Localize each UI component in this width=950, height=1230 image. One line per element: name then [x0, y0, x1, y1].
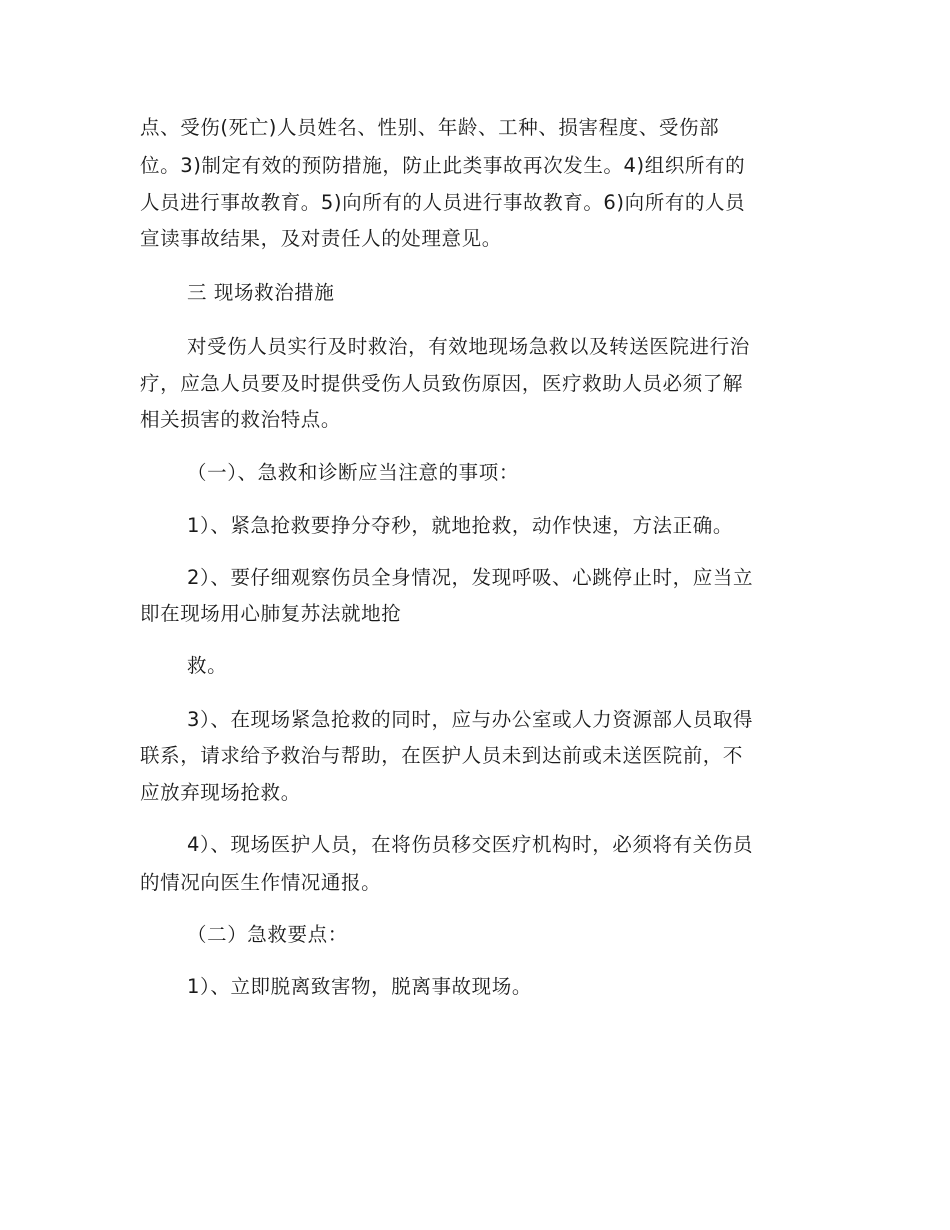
text-line: 点、受伤(死亡)人员姓名、性别、年龄、工种、损害程度、受伤部 — [140, 116, 720, 139]
text-line: 对受伤人员实行及时救治，有效地现场急救以及转送医院进行治 — [187, 335, 750, 358]
text-line: 救。 — [187, 654, 228, 677]
text-line: 的情况向医生作情况通报。 — [140, 871, 382, 894]
subsection-heading: （一）、急救和诊断应当注意的事项： — [187, 461, 519, 484]
text-line: 人员进行事故教育。5)向所有的人员进行事故教育。6)向所有的人员 — [140, 191, 746, 214]
list-item: 1）、立即脱离致害物，脱离事故现场。 — [187, 975, 532, 998]
list-item: 4）、现场医护人员，在将伤员移交医疗机构时，必须将有关伤员 — [187, 833, 754, 856]
text-line: 疗，应急人员要及时提供受伤人员致伤原因，医疗救助人员必须了解 — [140, 372, 744, 395]
text-line: 应放弃现场抢救。 — [140, 781, 301, 804]
section-heading: 三 现场救治措施 — [187, 281, 335, 304]
list-item: 3）、在现场紧急抢救的同时，应与办公室或人力资源部人员取得 — [187, 708, 754, 731]
list-item: 1）、紧急抢救要挣分夺秒，就地抢救，动作快速，方法正确。 — [187, 514, 733, 537]
text-line: 宣读事故结果，及对责任人的处理意见。 — [140, 227, 502, 250]
text-line: 即在现场用心肺复苏法就地抢 — [140, 602, 402, 625]
text-line: 相关损害的救治特点。 — [140, 408, 342, 431]
list-item: 2）、要仔细观察伤员全身情况，发现呼吸、心跳停止时，应当立 — [187, 566, 754, 589]
text-line: 位。3)制定有效的预防措施，防止此类事故再次发生。4)组织所有的 — [140, 154, 746, 177]
text-line: 联系，请求给予救治与帮助，在医护人员未到达前或未送医院前，不 — [140, 744, 744, 767]
subsection-heading: （二）急救要点： — [187, 923, 348, 946]
